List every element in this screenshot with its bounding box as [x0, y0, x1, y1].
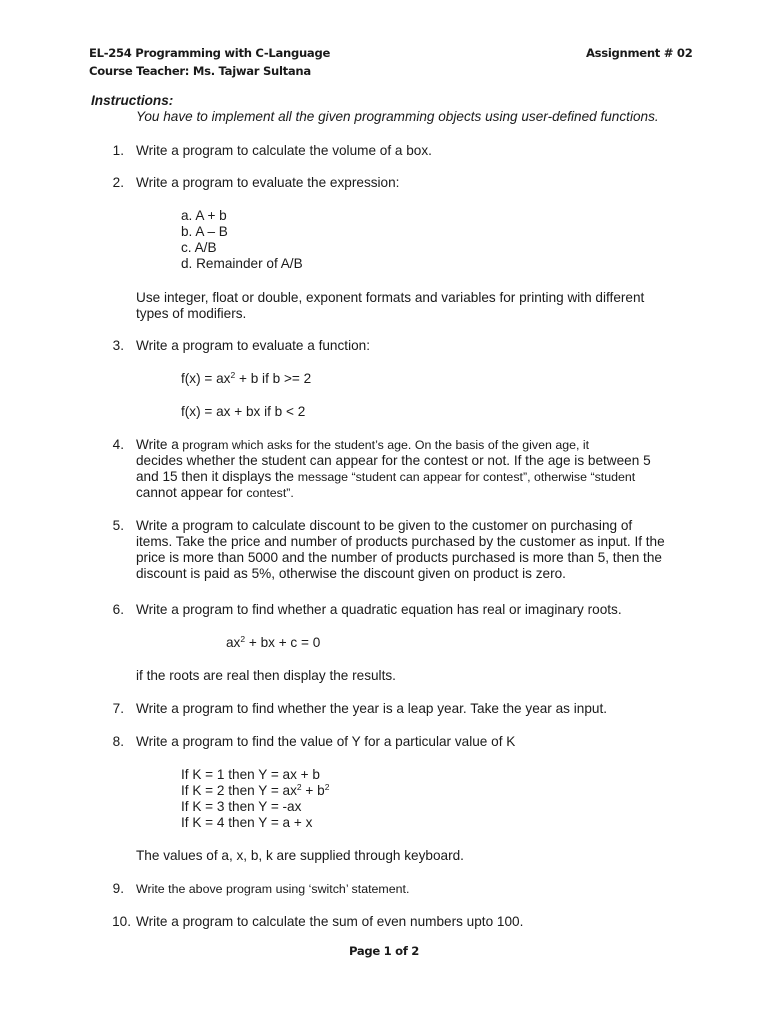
question-number: 2.: [112, 175, 124, 190]
question-text: Write a program to find the value of Y for a particular value of K: [136, 734, 516, 749]
question-number: 8.: [112, 734, 124, 749]
expression-item: b. A – B: [181, 224, 228, 239]
question-note: if the roots are real then display the results.: [136, 668, 396, 683]
question-text: Write a program to find whether a quadratic equation has real or imaginary roots.: [136, 602, 622, 617]
question-number: 5.: [112, 518, 124, 533]
question-text: Write the above program using ‘switch’ statement.: [136, 882, 410, 896]
question-note: Use integer, float or double, exponent formats and variables for printing with different: [136, 290, 645, 305]
instructions-text: You have to implement all the given programming objects using user-defined functions.: [136, 109, 659, 124]
question-text: items. Take the price and number of products purchased by the customer as input. If the: [136, 534, 665, 549]
condition-line: If K = 3 then Y = -ax: [181, 799, 302, 814]
question-text: price is more than 5000 and the number of products purchased is more than 5, then the: [136, 550, 662, 565]
expression-item: d. Remainder of A/B: [181, 256, 303, 271]
course-title: EL-254 Programming with C-Language: [89, 46, 331, 60]
condition-line: If K = 2 then $Y = ax^2 + b^2$: [181, 782, 330, 798]
page-number: Page 1 of 2: [348, 944, 420, 958]
expression-item: c. A/B: [181, 240, 217, 255]
question-number: 7.: [112, 701, 124, 716]
question-text: and 15 then it displays the message “student can appear for contest”, otherwise “student: [136, 469, 636, 484]
instructions-heading: Instructions:: [91, 93, 174, 108]
function-formula: f(x) = ax + bx if b < 2: [181, 404, 306, 419]
question-number: 1.: [112, 143, 124, 158]
question-number: 6.: [112, 602, 124, 617]
question-text: decides whether the student can appear for the contest or not. If the age is between 5: [136, 453, 651, 468]
question-text: cannot appear for contest”.: [136, 485, 294, 500]
function-formula: $f(x) = ax^2 + b$ if b >= 2: [181, 370, 312, 386]
question-text: Write a program to calculate the volume of a box.: [136, 143, 432, 158]
condition-line: If K = 1 then Y = ax + b: [181, 767, 320, 782]
question-number: 9.: [112, 881, 124, 896]
course-teacher: Course Teacher: Ms. Tajwar Sultana: [89, 64, 311, 78]
question-number: 10.: [112, 914, 131, 929]
assignment-number: Assignment # 02: [586, 46, 693, 60]
question-note: The values of a, x, b, k are supplied through keyboard.: [136, 848, 464, 863]
question-text: Write a program to evaluate the expression:: [136, 175, 400, 190]
condition-line: If K = 4 then Y = a + x: [181, 815, 313, 830]
question-note: types of modifiers.: [136, 306, 247, 321]
question-number: 4.: [112, 437, 124, 452]
question-text: Write a program to find whether the year is a leap year. Take the year as input.: [136, 701, 608, 716]
question-number: 3.: [112, 338, 124, 353]
quadratic-equation: $ax^2$ + bx + c = 0: [226, 634, 321, 650]
expression-item: a. A + b: [181, 208, 227, 223]
question-text: discount is paid as 5%, otherwise the discount given on product is zero.: [136, 566, 566, 581]
question-text: Write a program to calculate discount to be given to the customer on purchasing of: [136, 518, 633, 533]
question-text: Write a program to evaluate a function:: [136, 338, 370, 353]
question-text: Write a program which asks for the student’s age. On the basis of the given age, it: [136, 437, 590, 452]
question-text: Write a program to calculate the sum of even numbers upto 100.: [136, 914, 524, 929]
